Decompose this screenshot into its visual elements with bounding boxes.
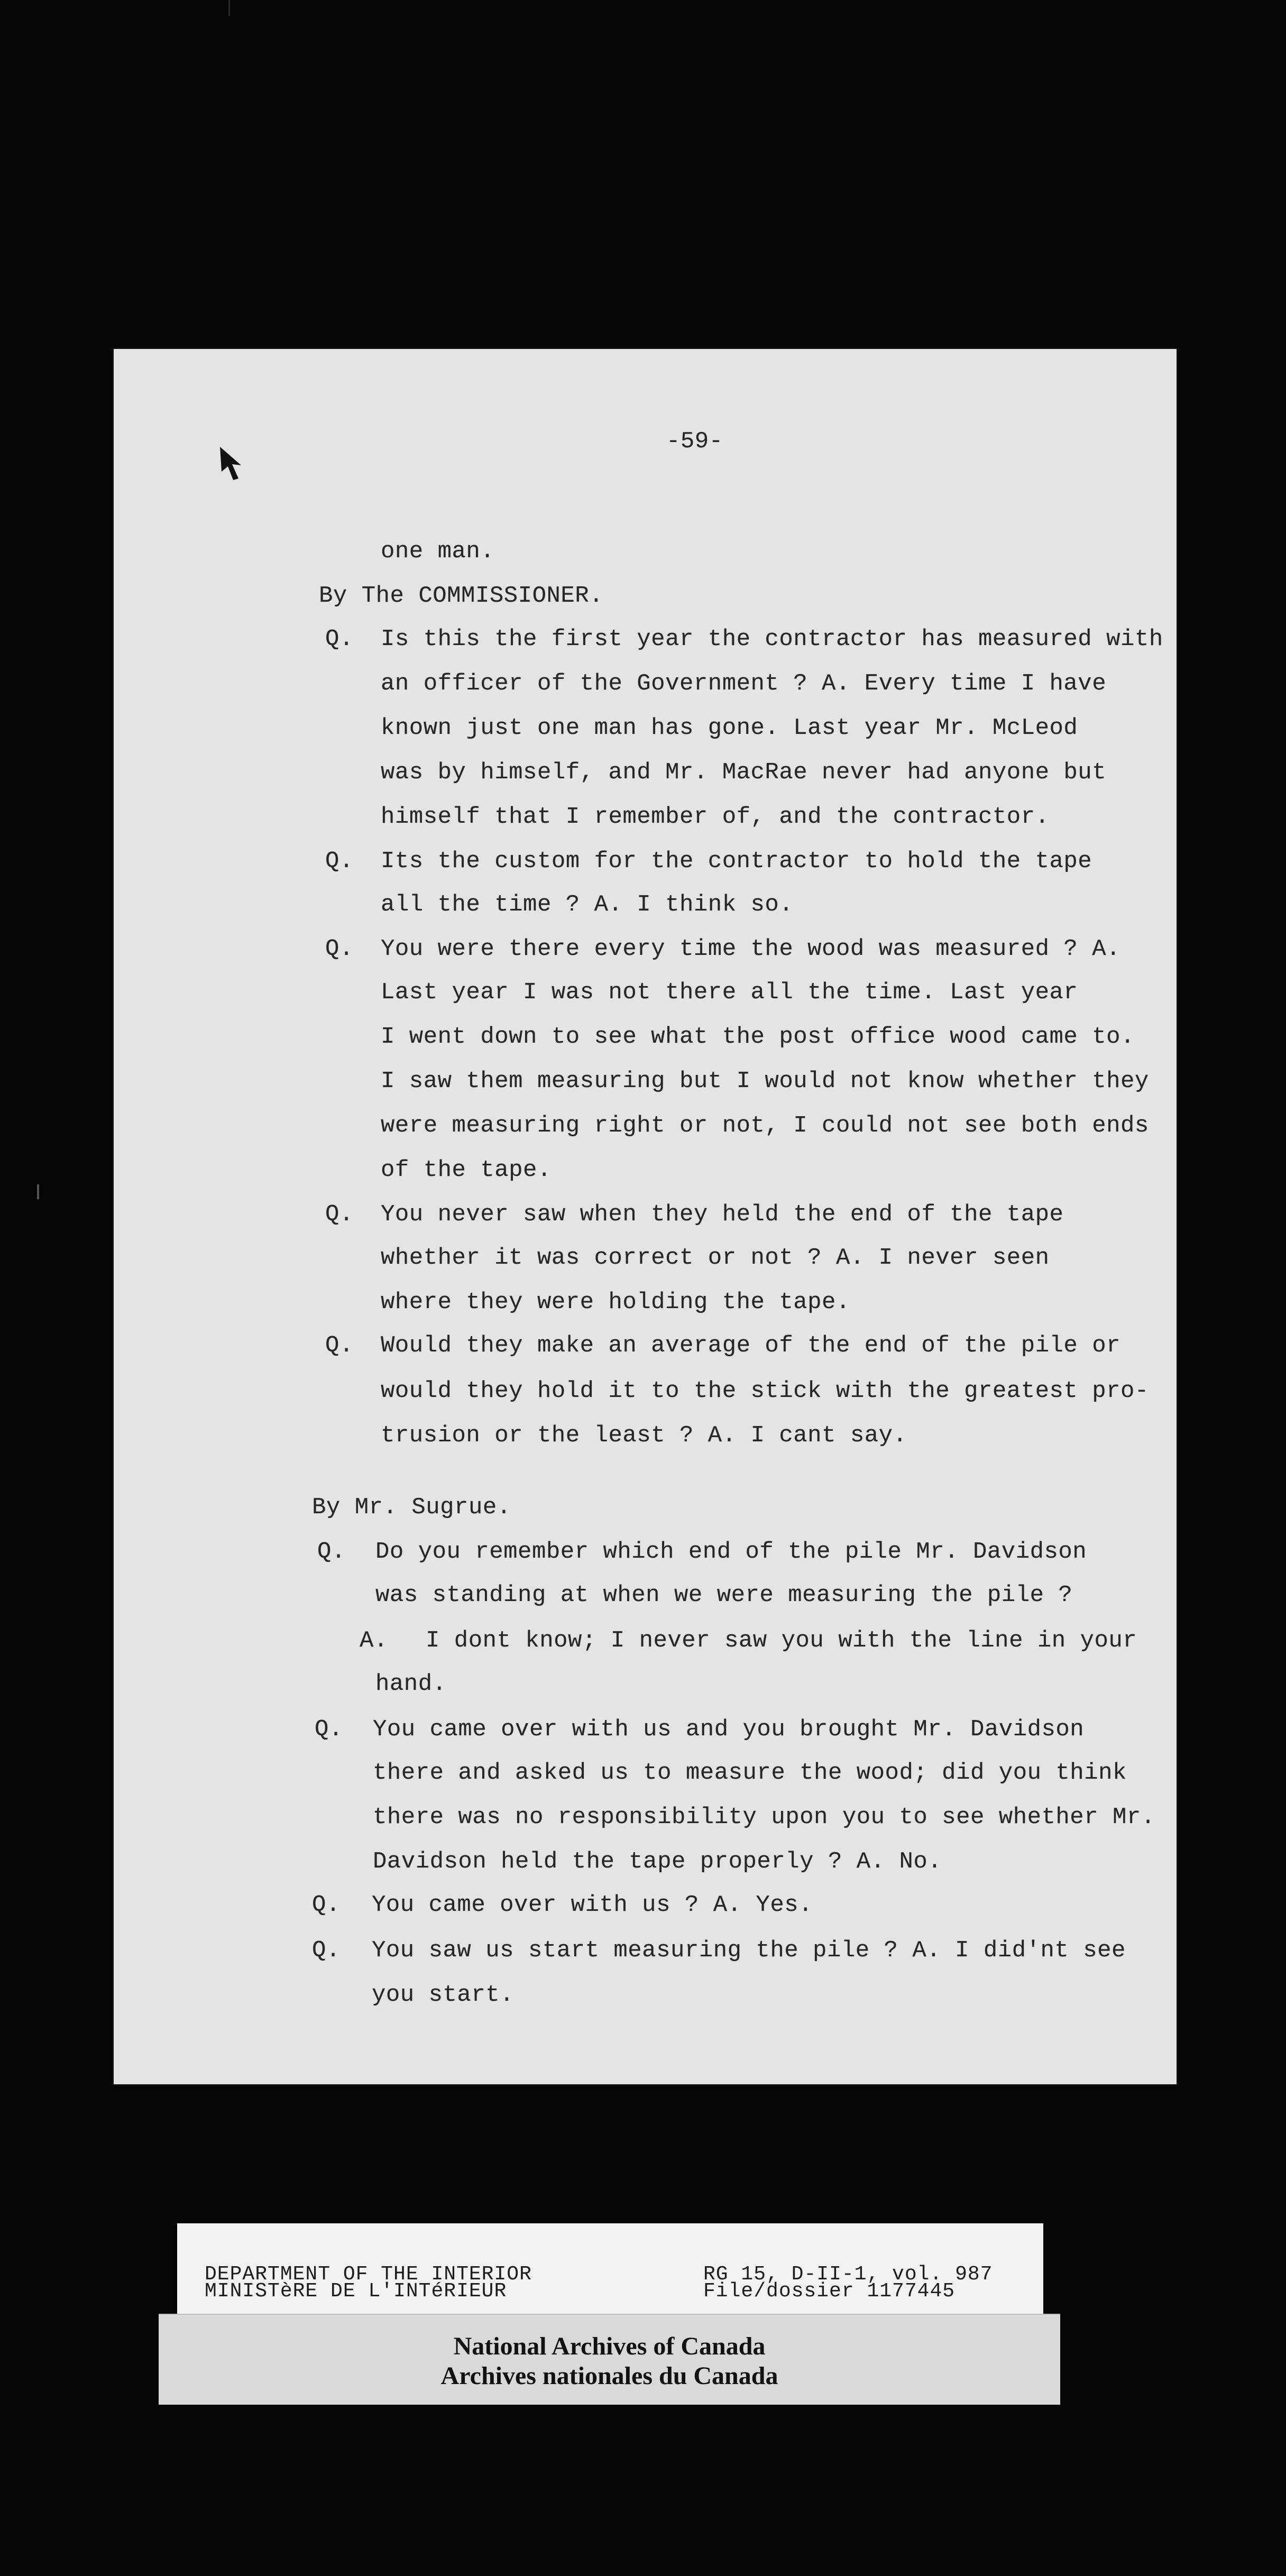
text-line: Its the custom for the contractor to hold the tape — [381, 848, 1092, 875]
text-line: known just one man has gone. Last year Mr. McLeod — [381, 715, 1078, 741]
page-number: -59- — [666, 428, 723, 455]
question-marker: Q. — [325, 1332, 354, 1359]
text-line: himself that I remember of, and the contractor. — [381, 804, 1050, 830]
text-line: whether it was correct or not ? A. I never seen — [381, 1245, 1050, 1271]
text-line: Last year I was not there all the time. Last year — [381, 979, 1078, 1006]
archives-name-french: Archives nationales du Canada — [440, 2362, 778, 2390]
text-line: there was no responsibility upon you to see whether Mr. — [373, 1804, 1155, 1830]
pointer-arrow-icon — [217, 444, 249, 481]
archives-banner — [159, 2314, 1060, 2405]
text-line: Do you remember which end of the pile Mr. Davidson — [375, 1539, 1087, 1565]
text-line: I went down to see what the post office wood came to. — [381, 1024, 1135, 1050]
speaker-heading: By The COMMISSIONER. — [319, 583, 604, 609]
text-line: an officer of the Government ? A. Every time I have — [381, 670, 1107, 697]
text-line: You came over with us ? A. Yes. — [372, 1892, 813, 1918]
answer-marker: A. — [360, 1627, 388, 1654]
text-line: I dont know; I never saw you with the line in your — [426, 1627, 1137, 1654]
text-line: were measuring right or not, I could not see both ends — [381, 1112, 1149, 1139]
text-line: was standing at when we were measuring the pile ? — [375, 1582, 1073, 1608]
text-line: there and asked us to measure the wood; did you think — [373, 1760, 1127, 1786]
archives-name-english: National Archives of Canada — [453, 2332, 766, 2360]
archive-reference-label — [177, 2223, 1043, 2317]
speaker-heading: By Mr. Sugrue. — [312, 1494, 511, 1521]
text-line: all the time ? A. I think so. — [381, 891, 794, 918]
department-english: DEPARTMENT OF THE INTERIOR — [205, 2263, 532, 2286]
film-scratch-mark — [37, 1184, 39, 1199]
film-edge-mark — [228, 0, 230, 16]
question-marker: Q. — [317, 1539, 346, 1565]
question-marker: Q. — [325, 626, 354, 652]
text-line: You saw us start measuring the pile ? A. I did'nt see — [372, 1937, 1126, 1964]
text-line: Would they make an average of the end of the pile or — [381, 1332, 1121, 1359]
text-line: Is this the first year the contractor has measured with — [381, 626, 1163, 652]
file-number: File/dossier 1177445 — [703, 2280, 956, 2303]
department-french: MINISTèRE DE L'INTéRIEUR — [205, 2280, 507, 2303]
text-line: hand. — [375, 1671, 447, 1697]
question-marker: Q. — [325, 848, 354, 875]
text-line: one man. — [381, 538, 495, 565]
text-line: I saw them measuring but I would not know whether they — [381, 1068, 1149, 1094]
text-line: of the tape. — [381, 1157, 552, 1183]
record-group-reference: RG 15, D-II-1, vol. 987 — [703, 2263, 993, 2286]
typed-page — [114, 349, 1177, 2084]
question-marker: Q. — [315, 1716, 343, 1743]
text-line: You were there every time the wood was measured ? A. — [381, 936, 1121, 962]
text-line: you start. — [372, 1982, 515, 2008]
text-line: would they hold it to the stick with the greatest pro- — [381, 1378, 1149, 1404]
question-marker: Q. — [325, 1201, 354, 1228]
text-line: where they were holding the tape. — [381, 1289, 850, 1315]
question-marker: Q. — [312, 1892, 341, 1918]
text-line: You never saw when they held the end of the tape — [381, 1201, 1064, 1228]
text-line: Davidson held the tape properly ? A. No. — [373, 1848, 942, 1875]
text-line: trusion or the least ? A. I cant say. — [381, 1422, 907, 1449]
question-marker: Q. — [325, 936, 354, 962]
question-marker: Q. — [312, 1937, 341, 1964]
text-line: You came over with us and you brought Mr. Davidson — [373, 1716, 1085, 1743]
text-line: was by himself, and Mr. MacRae never had anyone but — [381, 759, 1107, 786]
